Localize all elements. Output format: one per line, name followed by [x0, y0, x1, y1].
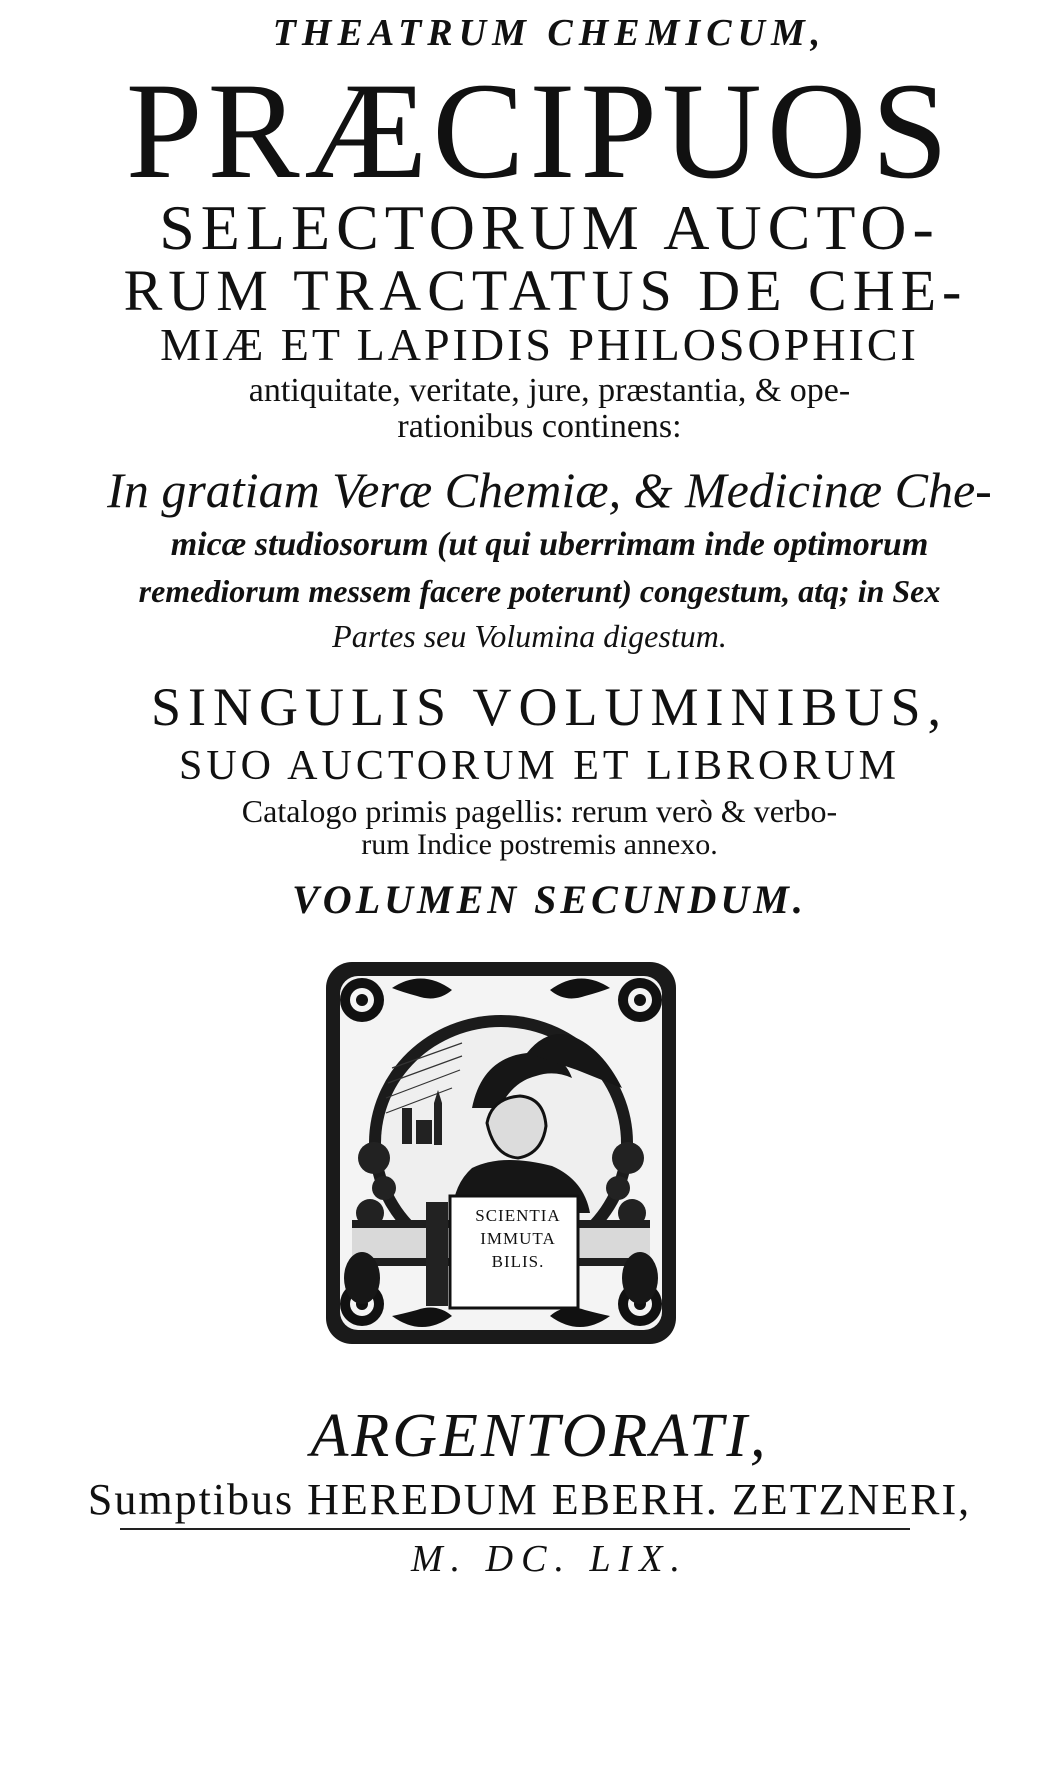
main-title: PRÆCIPUOS [125, 54, 954, 207]
subtitle-line: rationibus continens: [397, 408, 682, 445]
running-head: THEATRUM CHEMICUM, [272, 12, 827, 54]
imprint-year: M. DC. LIX. [411, 1538, 688, 1580]
volumes-line: SUO AUCTORUM ET LIBRORUM [178, 743, 901, 789]
volumes-line: rum Indice postremis annexo. [361, 828, 718, 861]
subtitle-line: MIÆ ET LAPIDIS PHILOSOPHICI [160, 319, 919, 370]
emblem-motto [462, 1205, 574, 1305]
dedication-line: micæ studiosorum (ut qui uberrimam inde optimorum [170, 526, 929, 563]
motto-line: BILIS. [491, 1251, 545, 1271]
volumes-line: SINGULIS VOLUMINIBUS, [150, 677, 949, 737]
imprint-printer: Sumptibus HEREDUM EBERH. ZETZNERI, [87, 1475, 972, 1524]
subtitle-line: SELECTORUM AUCTO- [159, 192, 940, 263]
imprint-place: ARGENTORATI, [310, 1402, 769, 1470]
motto-line: IMMUTA [480, 1228, 556, 1248]
dedication-line: remediorum messem facere poterunt) congestum, atq; in Sex [138, 573, 941, 609]
dedication-line: Partes seu Volumina digestum. [332, 618, 727, 654]
subtitle-line: RUM TRACTATUS DE CHE- [123, 258, 968, 323]
volume-label: VOLUMEN SECUNDUM. [292, 877, 807, 922]
dedication-line: In gratiam Veræ Chemiæ, & Medicinæ Che- [107, 462, 992, 518]
subtitle-line: antiquitate, veritate, jure, præstantia, & ope- [248, 372, 851, 409]
motto-line: SCIENTIA [475, 1206, 561, 1225]
volumes-line: Catalogo primis pagellis: rerum verò & verbo- [241, 793, 838, 829]
imprint-rule [120, 1528, 910, 1530]
